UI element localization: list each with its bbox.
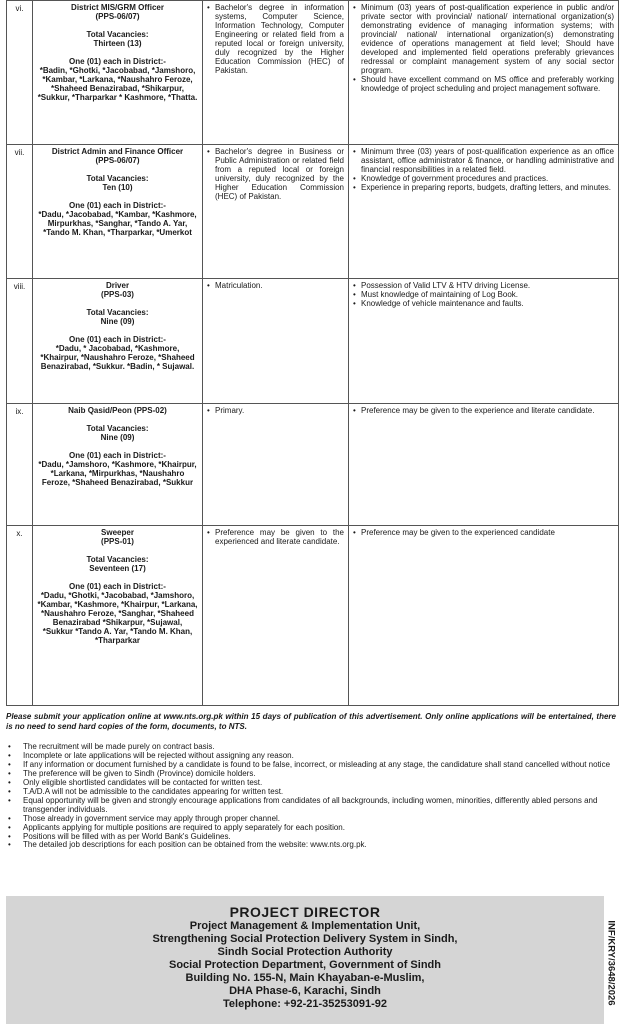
district-list: *Badin, *Ghotki, *Jacobabad, *Jamshoro, *Kambar, *Larkana, *Naushahro Feroze, *Shaheed Benazirabad, *Shikarpur, *Sukkur, *Tharparkar * Kashmore, *Thatta. xyxy=(37,66,198,103)
position-number: x. xyxy=(7,526,33,706)
district-intro: One (01) each in District:- xyxy=(69,201,166,211)
experience-item: • Minimum three (03) years of post-qualification experience as an office assistant, office administrator & finance, or handling administrative and financial responsibilities in a related field. xyxy=(353,147,614,174)
experience-cell xyxy=(349,1,619,145)
term-item: • Incomplete or late applications will be rejected without assigning any reason. xyxy=(6,752,610,761)
vacancies-count: Ten (10) xyxy=(102,183,133,193)
position-scale: (PPS-06/07) xyxy=(95,12,140,22)
position-details xyxy=(33,145,203,279)
reference-code-text: INF/KRY/3648/2026 xyxy=(605,920,617,1006)
address-line: Social Protection Department, Government of Sindh xyxy=(169,959,441,972)
position-details xyxy=(33,1,203,145)
vacancies-count: Nine (09) xyxy=(100,433,135,443)
project-director-title: PROJECT DIRECTOR xyxy=(229,904,381,920)
position-details xyxy=(33,526,203,706)
experience-cell xyxy=(349,145,619,279)
experience-item: • Preference may be given to the experience and literate candidate. xyxy=(353,406,614,415)
position-scale: (PPS-06/07) xyxy=(95,156,140,166)
terms-list xyxy=(6,743,610,850)
vacancies-count: Thirteen (13) xyxy=(93,39,142,49)
positions-table xyxy=(6,0,619,706)
position-title: District Admin and Finance Officer xyxy=(51,147,184,156)
position-scale: (PPS-03) xyxy=(101,290,134,300)
qualification-cell xyxy=(203,279,349,404)
position-row xyxy=(7,145,619,279)
position-row xyxy=(7,279,619,404)
experience-item: • Knowledge of vehicle maintenance and faults. xyxy=(353,299,614,308)
address-line: Sindh Social Protection Authority xyxy=(217,946,393,959)
position-number: viii. xyxy=(7,279,33,404)
vacancies-count: Nine (09) xyxy=(100,317,135,327)
qualification-cell xyxy=(203,1,349,145)
district-intro: One (01) each in District:- xyxy=(69,451,166,461)
district-intro: One (01) each in District:- xyxy=(69,335,166,345)
vacancies-label: Total Vacancies: xyxy=(86,174,149,184)
address-line: Project Management & Implementation Unit, xyxy=(189,920,421,933)
position-title: Sweeper xyxy=(101,528,134,537)
position-title: Driver xyxy=(105,281,130,290)
online-application-notice: Please submit your application online at www.nts.org.pk within 15 days of publication of this advertisement. Only online applications will be entertained, there is no need to send hard copies of the form, documents, to NTS. xyxy=(6,712,616,731)
experience-cell xyxy=(349,526,619,706)
experience-item: • Experience in preparing reports, budgets, drafting letters, and minutes. xyxy=(353,183,614,192)
telephone-line: Telephone: +92-21-35253091-92 xyxy=(223,998,387,1011)
experience-item: • Knowledge of government procedures and practices. xyxy=(353,174,614,183)
reference-code xyxy=(600,904,620,1022)
term-item: • T.A/D.A will not be admissible to the candidates appearing for written test. xyxy=(6,788,610,797)
experience-cell xyxy=(349,404,619,526)
district-list: *Dadu, *Jacobabad, *Kambar, *Kashmore, Mirpurkhas, *Sanghar, *Tando A. Yar, *Tando M. Khan, *Tharparkar, *Umerkot xyxy=(38,210,197,238)
position-details xyxy=(33,404,203,526)
qualification-item: • Bachelor's degree in information systems, Computer Science, Information Technology, Computer Engineering or related field from a reputed local or foreign university, duly recognized by the Higher Education Commission (HEC) of Pakistan. xyxy=(207,3,344,75)
position-title: Naib Qasid/Peon (PPS-02) xyxy=(68,406,167,415)
position-number: vii. xyxy=(7,145,33,279)
qualification-item: • Primary. xyxy=(207,406,344,415)
position-title: District MIS/GRM Officer xyxy=(71,3,164,12)
qualification-item: • Bachelor's degree in Business or Public Administration or related field from a reputed local or foreign university, duly recognized by the Higher Education Commission (HEC) of Pakistan. xyxy=(207,147,344,201)
district-list: *Dadu, *Ghotki, *Jacobabad, *Jamshoro, *Kambar, *Kashmore, *Khairpur, *Larkana, *Naushahro Feroze, *Sanghar, *Shaheed Benazirabad *Shikarpur, *Sujawal, *Sukkur *Tando A. Yar, *Tando M. Khan, *Tharparkar xyxy=(37,591,198,646)
district-list: *Dadu, *Jamshoro, *Kashmore, *Khairpur, *Larkana, *Mirpurkhas, *Naushahro Feroze, *Shaheed Benazirabad, *Sukkur xyxy=(38,460,197,488)
district-intro: One (01) each in District:- xyxy=(69,57,166,67)
position-row xyxy=(7,526,619,706)
term-item: • If any information or document furnished by a candidate is found to be false, incorrect, or misleading at any stage, the candidature shall stand cancelled without notice xyxy=(6,761,610,770)
vacancies-label: Total Vacancies: xyxy=(86,424,149,434)
vacancies-label: Total Vacancies: xyxy=(86,555,149,565)
address-line: Strengthening Social Protection Delivery System in Sindh, xyxy=(152,933,458,946)
experience-item: • Should have excellent command on MS office and preferably working knowledge of project scheduling and project management software. xyxy=(353,75,614,93)
positions-body xyxy=(7,1,619,706)
qualification-item: • Preference may be given to the experienced and literate candidate. xyxy=(207,528,344,546)
term-item: • Applicants applying for multiple positions are required to apply separately for each position. xyxy=(6,824,610,833)
term-item: • The recruitment will be made purely on contract basis. xyxy=(6,743,610,752)
qualification-cell xyxy=(203,145,349,279)
position-scale: (PPS-01) xyxy=(101,537,134,547)
term-item: • Equal opportunity will be given and strongly encourage applications from candidates of all backgrounds, including women, minorities, differently abled persons and transgender individuals. xyxy=(6,797,610,815)
position-number: vi. xyxy=(7,1,33,145)
term-item: • The detailed job descriptions for each position can be obtained from the website: www.nts.org.pk. xyxy=(6,841,610,850)
term-item: • Positions will be filled with as per World Bank's Guidelines. xyxy=(6,833,610,842)
district-intro: One (01) each in District:- xyxy=(69,582,166,592)
vacancies-count: Seventeen (17) xyxy=(89,564,146,574)
experience-item: • Minimum (03) years of post-qualification experience in public and/or private sector with provincial/ national/ international organization(s) demonstrating evidence of managing information systems; with provincial/ national/ international organization(s) demonstrating evidence of operations management at field level; Should have developed and implemented field operations preferably grievances redressal or complaint management system of any social sector program. xyxy=(353,3,614,75)
position-number: ix. xyxy=(7,404,33,526)
qualification-item: • Matriculation. xyxy=(207,281,344,290)
vacancies-label: Total Vacancies: xyxy=(86,30,149,40)
position-row xyxy=(7,1,619,145)
district-list: *Dadu, * Jacobabad, *Kashmore, *Khairpur, *Naushahro Feroze, *Shaheed Benazirabad, *Sukkur. *Badin, * Sujawal. xyxy=(40,344,195,372)
position-row xyxy=(7,404,619,526)
experience-item: • Preference may be given to the experienced candidate xyxy=(353,528,614,537)
experience-cell xyxy=(349,279,619,404)
address-line: DHA Phase-6, Karachi, Sindh xyxy=(229,985,381,998)
experience-item: • Must knowledge of maintaining of Log Book. xyxy=(353,290,614,299)
term-item: • Only eligible shortlisted candidates will be contacted for written test. xyxy=(6,779,610,788)
experience-item: • Possession of Valid LTV & HTV driving License. xyxy=(353,281,614,290)
position-details xyxy=(33,279,203,404)
qualification-cell xyxy=(203,526,349,706)
term-item: • The preference will be given to Sindh (Province) domicile holders. xyxy=(6,770,610,779)
term-item: • Those already in government service may apply through proper channel. xyxy=(6,815,610,824)
vacancies-label: Total Vacancies: xyxy=(86,308,149,318)
project-director-block xyxy=(6,896,604,1024)
address-line: Building No. 155-N, Main Khayaban-e-Muslim, xyxy=(185,972,425,985)
qualification-cell xyxy=(203,404,349,526)
